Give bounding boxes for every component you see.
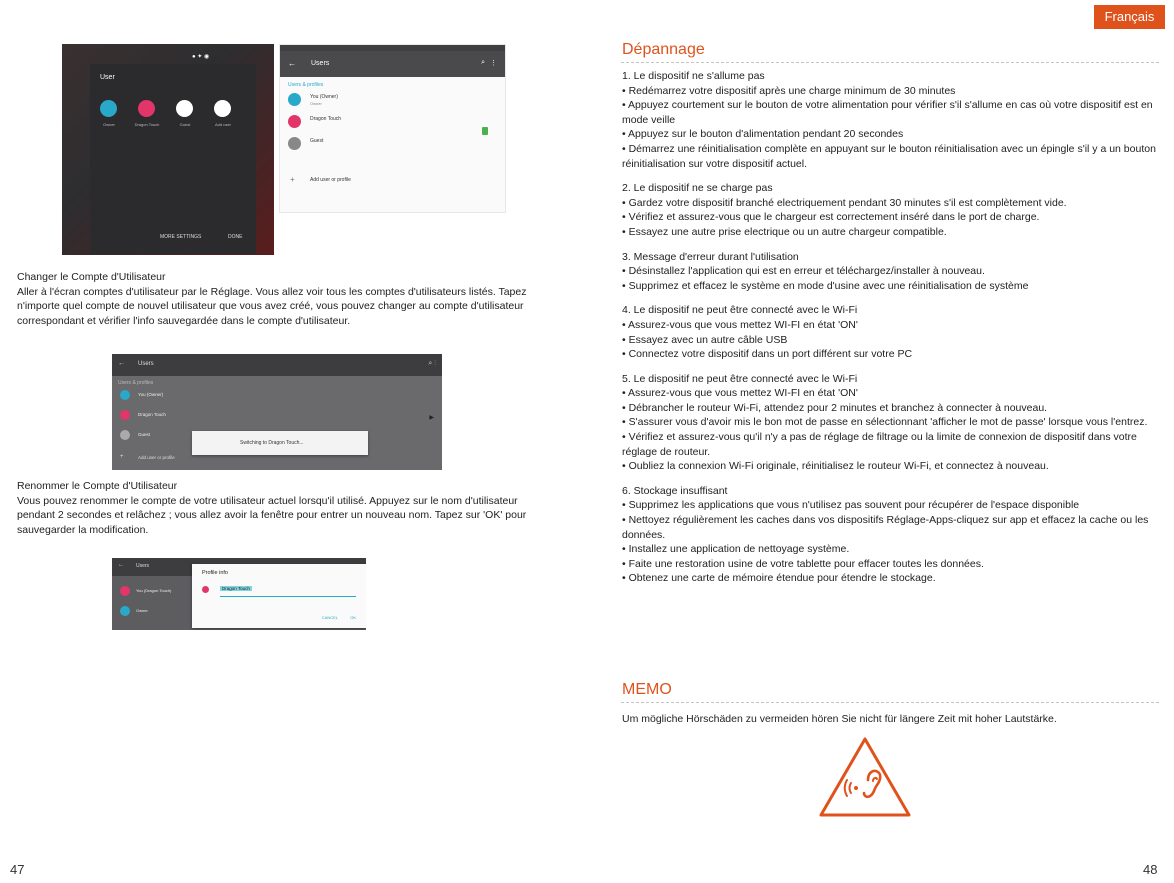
section-label: Users & profiles: [288, 82, 324, 88]
back-arrow-icon[interactable]: ←: [118, 562, 124, 568]
list-item: • Désinstallez l'application qui est en erreur et téléchargez/installer à nouveau.: [622, 265, 985, 278]
list-item: • Appuyez sur le bouton d'alimentation pendant 20 secondes: [622, 128, 904, 141]
language-badge: Français: [1094, 5, 1165, 29]
user-name: Add user: [214, 122, 231, 127]
user-row[interactable]: Owner: [136, 608, 148, 613]
add-user-icon[interactable]: [214, 100, 231, 117]
toolbar-title: Users: [311, 60, 330, 67]
switching-dialog: [192, 431, 368, 455]
memo-text: Um mögliche Hörschäden zu vermeiden hören Sie nicht für längere Zeit mit hoher Lautstärke.: [622, 713, 1057, 725]
done-button[interactable]: DONE: [228, 234, 243, 240]
list-item: • S'assurer vous d'avoir mis le bon mot de passe en sélectionnant 'afficher le mot de passe' lorsque vous l'entrez.: [622, 416, 1148, 429]
section-title: 6. Stockage insuffisant: [622, 484, 728, 497]
toolbar-title: Users: [138, 361, 154, 367]
back-arrow-icon[interactable]: ←: [288, 59, 296, 68]
back-arrow-icon[interactable]: ←: [118, 360, 125, 367]
list-item: • Débrancher le routeur Wi-Fi, attendez pour 2 minutes et branchez à connecter à nouveau.: [622, 401, 1048, 414]
list-item: • Démarrez une réinitialisation complète en appuyant sur le bouton réinitialisation avec un épingle s'il y a un bouton réinitialisation sur votre dispositif actuel.: [622, 142, 1156, 170]
screenshot-profile-info: [112, 558, 366, 630]
list-item: • Redémarrez votre dispositif après une charge minimum de 30 minutes: [622, 84, 956, 97]
section-title: 1. Le dispositif ne s'allume pas: [622, 70, 765, 82]
section-title: 5. Le dispositif ne peut être connecté avec le Wi-Fi: [622, 372, 858, 385]
heading-divider: [621, 62, 1159, 63]
toolbar: [280, 51, 505, 77]
list-item: • Installez une application de nettoyage système.: [622, 543, 850, 556]
user-subtitle: Owner: [310, 101, 322, 106]
user-avatar-icon: [288, 115, 301, 128]
user-row[interactable]: Guest: [310, 138, 324, 144]
list-item: • Faite une restoration usine de votre tablette pour effacer toutes les données.: [622, 557, 984, 570]
list-item: • Gardez votre dispositif branché electriquement pendant 30 minutes s'il est complètement vide.: [622, 196, 1067, 209]
user-avatar-icon[interactable]: [100, 100, 117, 117]
status-icons: ● ✦ ◉: [192, 54, 210, 60]
more-icon[interactable]: ⋮: [490, 60, 497, 67]
user-row[interactable]: You (Owner): [310, 94, 338, 100]
dialog-title: Profile info: [202, 570, 228, 576]
troubleshooting-section: [622, 372, 1167, 474]
user-name: Guest: [179, 122, 191, 127]
add-user-row[interactable]: Add user or profile: [310, 177, 351, 183]
page-number-right: 48: [1143, 862, 1158, 877]
list-item: • Essayez avec un autre câble USB: [622, 333, 788, 346]
list-item: • Appuyez courtement sur le bouton de votre alimentation pour vérifier s'il s'allume en cas où votre dispositif est en mode veille: [622, 99, 1153, 126]
user-avatar-icon: [288, 137, 301, 150]
list-item: • Supprimez et effacez le système en mode d'usine avec une réinitialisation de système: [622, 279, 1029, 292]
name-input[interactable]: Dragon Touch: [222, 586, 250, 591]
section-label: Users & profiles: [118, 380, 154, 386]
section-title: Changer le Compte d'Utilisateur: [17, 271, 166, 283]
troubleshooting-section: [622, 69, 1167, 171]
memo-divider: [621, 702, 1159, 703]
list-item: • Obtenez une carte de mémoire étendue pour étendre le stockage.: [622, 572, 936, 585]
list-item: • Oubliez la connexion Wi-Fi originale, réinitialisez le routeur Wi-Fi, et connectez à nouveau.: [622, 460, 1049, 473]
section-change-account: [17, 270, 542, 328]
troubleshooting-section: [622, 181, 1167, 239]
page-number-left: 47: [10, 862, 25, 877]
user-row[interactable]: Guest: [138, 432, 151, 437]
list-item: • Vérifiez et assurez-vous qu'il n'y a pas de réglage de filtrage ou la limite de connexion de dispositif dans votre réglage de routeur.: [622, 431, 1137, 458]
list-item: • Essayez une autre prise electrique ou un autre chargeur compatible.: [622, 225, 947, 238]
user-avatar-icon: [120, 430, 130, 440]
search-icon[interactable]: ⌕: [481, 59, 485, 66]
section-body: Vous pouvez renommer le compte de votre utilisateur actuel lorsqu'il utilisé. Appuyez sur le nom d'utilisateur pendant 2 secondes et relâchez ; vous allez avoir la fenêtre pour entrer un nouveau nom. Tapez sur 'OK' pour sauvegarder la modification.: [17, 494, 527, 536]
user-avatar-icon: [288, 93, 301, 106]
user-row[interactable]: Dragon Touch: [310, 116, 342, 122]
list-item: • Supprimez les applications que vous n'utilisez pas souvent pour récupérer de l'espace disponible: [622, 499, 1080, 512]
profile-info-dialog: [192, 564, 366, 628]
screenshot-users-list: [279, 44, 506, 213]
add-icon[interactable]: +: [120, 454, 124, 460]
user-panel: [90, 64, 256, 254]
add-user-row[interactable]: Add user or profile: [138, 455, 175, 460]
user-avatar-icon[interactable]: [138, 100, 155, 117]
section-title: 4. Le dispositif ne peut être connecté avec le Wi-Fi: [622, 304, 858, 317]
user-avatar-icon: [120, 586, 130, 596]
avatar: [202, 586, 209, 593]
user-avatar-icon: [120, 410, 130, 420]
screenshot-user-switcher: [62, 44, 274, 255]
troubleshooting-list: [622, 69, 1167, 586]
user-avatar-icon: [120, 606, 130, 616]
troubleshooting-heading: Dépannage: [622, 41, 705, 58]
dialog-message: Switching to Dragon Touch...: [240, 440, 304, 446]
list-item: • Connectez votre dispositif dans un port différent sur votre PC: [622, 348, 913, 361]
list-item: • Nettoyez régulièrement les caches dans vos dispositifs Réglage-Apps-cliquez sur app et effacez la cache ou les données.: [622, 514, 1149, 541]
user-row[interactable]: You (Owner): [138, 392, 164, 397]
section-title: 3. Message d'erreur durant l'utilisation: [622, 250, 799, 263]
list-item: • Assurez-vous que vous mettez WI-FI en état 'ON': [622, 318, 858, 331]
settings-arrow-icon: ▶: [429, 415, 434, 421]
troubleshooting-section: [622, 250, 1167, 294]
memo-heading: MEMO: [622, 681, 672, 698]
user-avatar-icon[interactable]: [176, 100, 193, 117]
list-item: • Assurez-vous que vous mettez WI-FI en état 'ON': [622, 387, 858, 400]
section-body: Aller à l'écran comptes d'utilisateur par le Réglage. Vous allez voir tous les comptes d'utilisateurs listés. Tapez n'importe quel compte de nouvel utilisateur que vous avez créé, vous pouvez changer au compte d'utilisateur correspondant et vérifier l'info sauvegardée dans le compte d'utilisateur.: [17, 285, 527, 327]
user-name: Dragon Touch: [134, 122, 160, 127]
screenshot-switching-user: [112, 354, 442, 470]
more-settings-button[interactable]: MORE SETTINGS: [160, 234, 202, 240]
user-name: Owner: [103, 122, 115, 127]
settings-indicator: [482, 127, 488, 135]
section-rename-account: [17, 479, 542, 537]
troubleshooting-section: [622, 303, 1167, 361]
cancel-button[interactable]: CANCEL: [321, 615, 338, 620]
add-icon[interactable]: +: [290, 175, 295, 184]
ok-button[interactable]: OK: [350, 615, 356, 620]
toolbar-title: Users: [136, 563, 150, 569]
hearing-warning-icon: [818, 736, 912, 818]
search-icon[interactable]: ⌕ ⋮: [428, 360, 436, 367]
user-row[interactable]: You (Dragon Touch): [136, 588, 172, 593]
section-title: Renommer le Compte d'Utilisateur: [17, 480, 178, 492]
user-row[interactable]: Dragon Touch: [138, 412, 166, 417]
section-title: 2. Le dispositif ne se charge pas: [622, 182, 773, 195]
user-avatar-icon: [120, 390, 130, 400]
panel-title: User: [100, 74, 115, 81]
list-item: • Vérifiez et assurez-vous que le chargeur est correctement inséré dans le port de charge.: [622, 211, 1040, 224]
troubleshooting-section: [622, 484, 1167, 586]
